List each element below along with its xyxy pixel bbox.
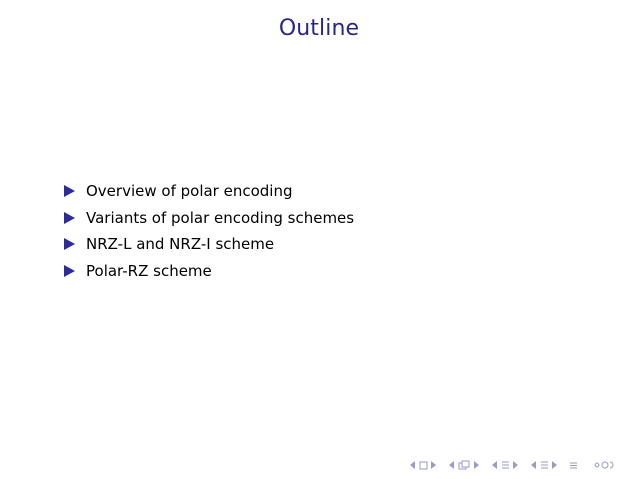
slide-frame-icon[interactable] (418, 459, 428, 471)
frame-box-icon[interactable] (457, 459, 471, 471)
align-nav (568, 459, 578, 471)
outline-list (64, 178, 354, 284)
list-item (64, 178, 354, 205)
slide-forward-icon[interactable] (428, 459, 438, 471)
section-nav (529, 459, 559, 471)
list-item-text: Variants of polar encoding schemes (86, 208, 355, 227)
triangle-bullet-icon (64, 238, 75, 250)
list-item-text: NRZ-L and NRZ-I scheme (86, 235, 275, 254)
subsection-back-icon[interactable] (490, 459, 500, 471)
subsection-forward-icon[interactable] (510, 459, 520, 471)
frame-back-icon[interactable] (447, 459, 457, 471)
subsection-nav (490, 459, 520, 471)
align-icon[interactable] (568, 459, 578, 471)
section-icon[interactable] (539, 459, 549, 471)
triangle-bullet-icon (64, 212, 75, 224)
triangle-bullet-icon (64, 265, 75, 277)
triangle-bullet-icon (64, 185, 75, 197)
list-item (64, 258, 354, 285)
slide-nav (408, 459, 438, 471)
slide-back-icon[interactable] (408, 459, 418, 471)
subsection-icon[interactable] (500, 459, 510, 471)
navigation-bar (408, 458, 616, 472)
search-nav (592, 459, 616, 471)
search-icon[interactable] (592, 459, 616, 471)
list-item-text: Overview of polar encoding (86, 182, 293, 201)
section-back-icon[interactable] (529, 459, 539, 471)
list-item (64, 231, 354, 258)
list-item-text: Polar-RZ scheme (86, 261, 212, 280)
list-item (64, 205, 354, 232)
frame-forward-icon[interactable] (471, 459, 481, 471)
section-forward-icon[interactable] (549, 459, 559, 471)
frame-nav (447, 459, 481, 471)
slide-title: Outline (278, 16, 360, 41)
